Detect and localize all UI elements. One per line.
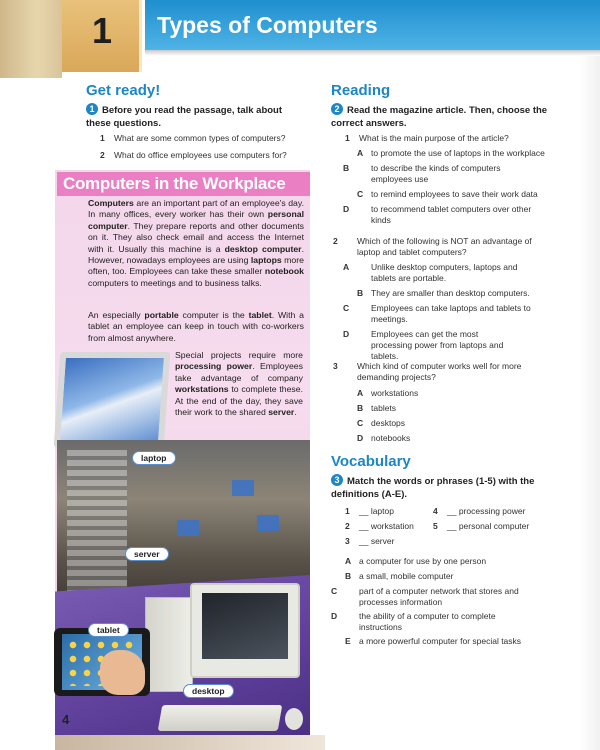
vocabulary-definition: A a computer for use by one person [345,556,487,566]
answer-option: D Employees can get the most processing power from laptops and tablets. [343,329,504,361]
page-bottom-band [55,735,325,750]
get-ready-heading: Get ready! [86,82,161,99]
vocabulary-word: 5 __ personal computer [433,521,530,531]
reading-heading: Reading [331,82,391,99]
article-paragraph-3: Special projects require more processing power. Employees take advantage of company workstations to complete these. At the end of the day, they save their work to the shared server. [175,350,303,418]
reading-question: 2 Which of the following is NOT an advantage of laptop and tablet computers? [333,236,532,257]
answer-option: C desktops [357,418,406,428]
answer-option: C Employees can take laptops and tablets to meetings. [343,303,531,324]
vocabulary-word: 3 __ server [345,536,395,546]
answer-option: D notebooks [357,433,411,443]
answer-option: A to promote the use of laptops in the workplace [357,148,545,158]
vocabulary-word: 4 __ processing power [433,506,526,516]
article-paragraph-1: Computers are an important part of an employee's day. In many offices, every worker has their own personal computer. They prepare reports and other documents on it. They also check email and access the Internet with it. Usually this machine is a desktop computer. However, nowadays employees are using laptops more often, too. Employees can take these smaller notebook computers to meetings and to business talks. [88,198,304,288]
mouse-photo [285,708,303,730]
article-title: Computers in the Workplace [63,174,286,193]
get-ready-instruction: 1 Before you read the passage, talk about these questions. [86,104,283,129]
question-number-badge: 2 [331,103,343,115]
answer-option: C to remind employees to save their work data [357,189,538,199]
laptop-photo [54,352,171,447]
answer-option: A Unlike desktop computers, laptops and tablets are portable. [343,262,518,283]
header-left-block [0,0,62,78]
desktop-screen [202,593,288,659]
unit-number: 1 [91,10,113,51]
vocabulary-definition: C part of a computer network that stores and processes information [331,586,519,607]
vocabulary-definition: D the ability of a computer to complete instructions [331,611,496,632]
desktop-monitor-photo [190,583,300,678]
vocabulary-heading: Vocabulary [331,453,411,470]
vocabulary-word: 2 __ workstation [345,521,414,531]
vocabulary-definition: B a small, mobile computer [345,571,454,581]
answer-option: B They are smaller than desktop computers. [357,288,530,298]
question-number-badge: 1 [86,103,98,115]
monitor-screen [232,480,254,496]
vocabulary-instruction: 3 Match the words or phrases (1-5) with the definitions (A-E). [331,475,535,500]
answer-option: A workstations [357,388,419,398]
question-number-badge: 3 [331,474,343,486]
article-paragraph-2: An especially portable computer is the tablet. With a tablet an employee can keep in touch with co-workers from almost anywhere. [88,310,304,343]
vocabulary-word: 1 __ laptop [345,506,394,516]
answer-option: D to recommend tablet computers over other kinds [343,204,532,225]
reading-question: 1 What is the main purpose of the article? [345,133,509,143]
tablet-label: tablet [88,623,129,637]
unit-title: Types of Computers [157,12,378,38]
desktop-label: desktop [183,684,234,698]
monitor-screen [177,520,199,536]
title-strip-shadow [145,50,600,56]
reading-instruction: 2 Read the magazine article. Then, choose the correct answers. [331,104,548,129]
unit-header [0,0,600,78]
get-ready-question: 1 What are some common types of computers? [100,133,286,143]
server-label: server [125,547,169,561]
monitor-screen [257,515,279,531]
desktop-tower-photo [145,597,193,692]
keyboard-photo [158,705,283,731]
server-rack [67,450,127,600]
laptop-label: laptop [132,451,176,465]
hand-photo [100,650,145,695]
answer-option: B tablets [357,403,397,413]
answer-option: B to describe the kinds of computers employees use [343,163,501,184]
reading-question: 3 Which kind of computer works well for more demanding projects? [333,361,522,382]
get-ready-question: 2 What do office employees use computers for? [100,150,287,160]
vocabulary-definition: E a more powerful computer for special tasks [345,636,522,646]
page-number: 4 [62,712,70,727]
